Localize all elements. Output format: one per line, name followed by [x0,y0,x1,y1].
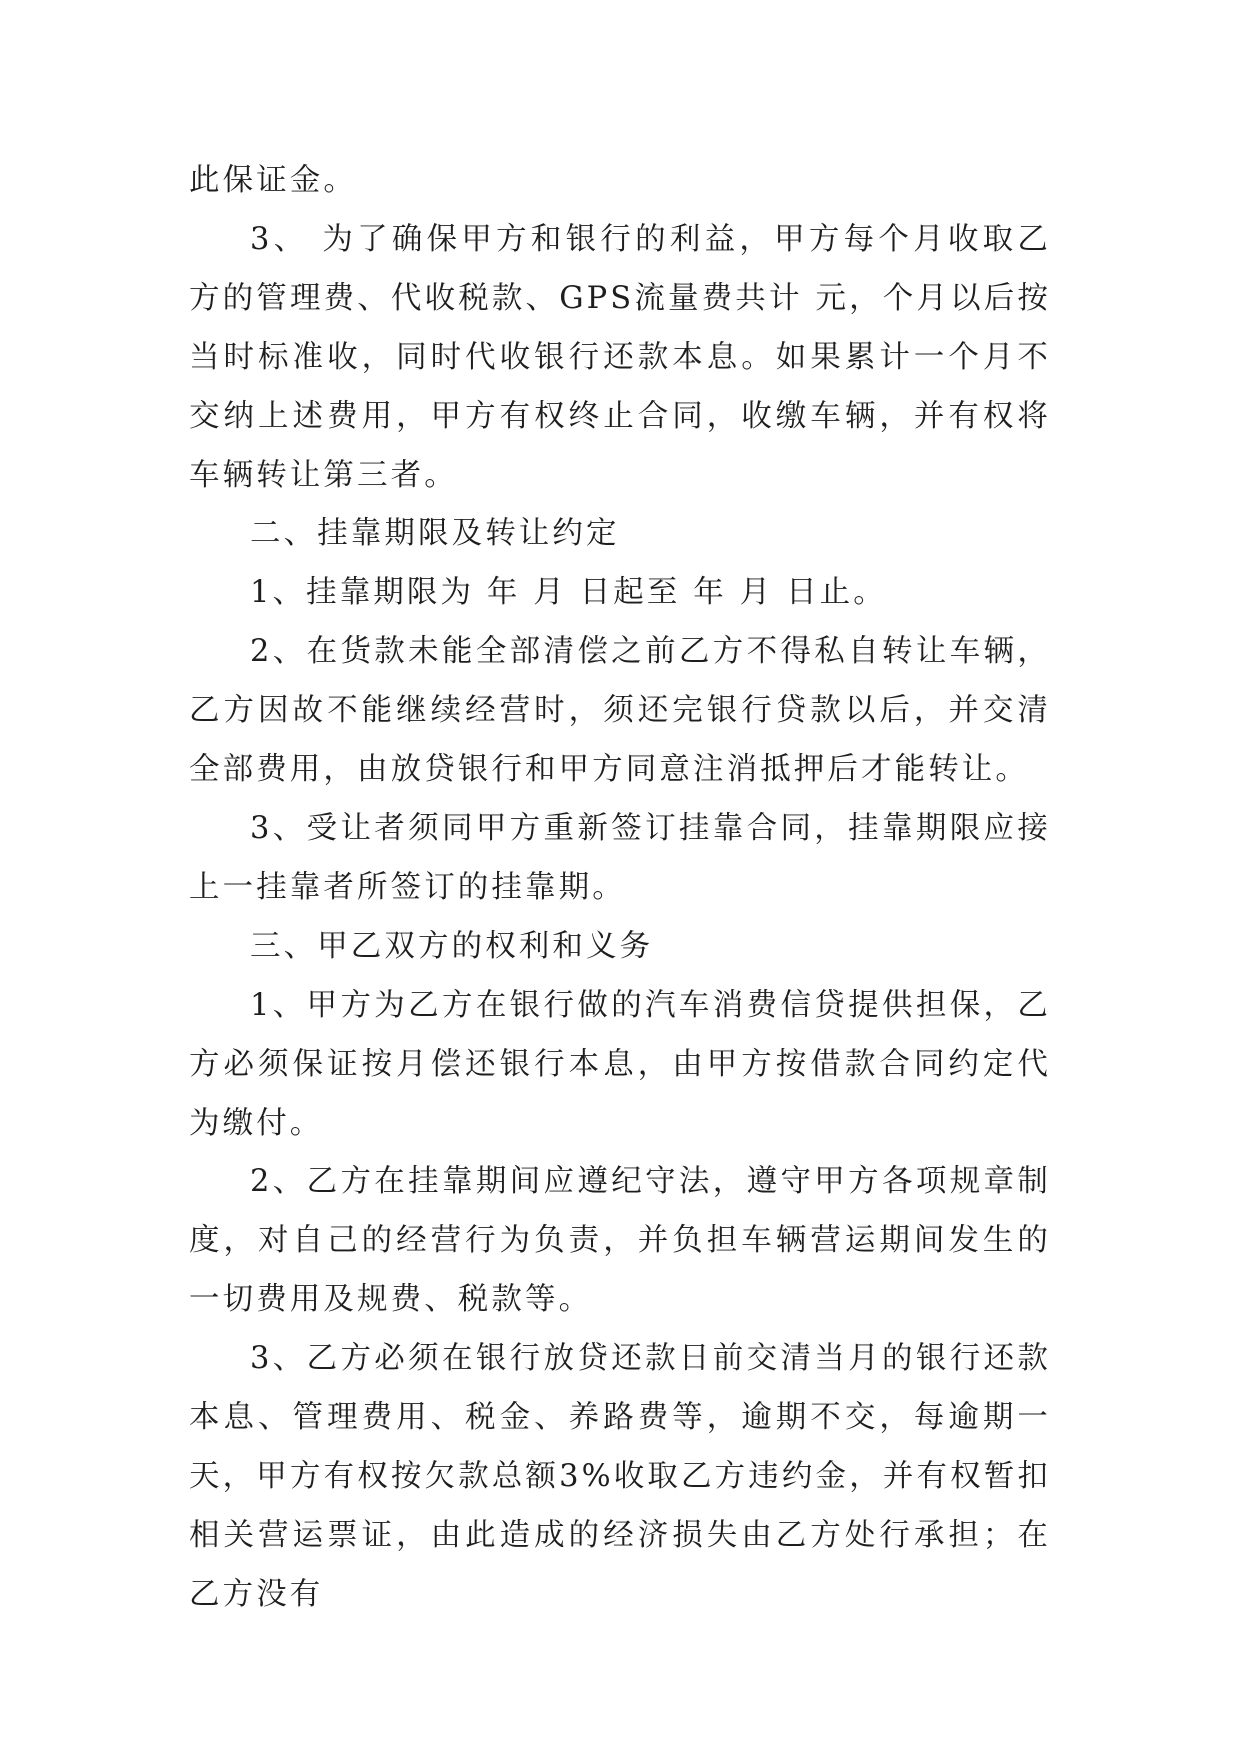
paragraph-guarantee: 1、甲方为乙方在银行做的汽车消费信贷提供担保，乙方必须保证按月偿还银行本息，由甲方按借款合同约定代为缴付。 [189,987,1051,1141]
section-heading-rights-obligations: 三、甲乙双方的权利和义务 [250,928,654,964]
paragraph-affiliation-term: 1、挂靠期限为 年 月 日起至 年 月 日止。 [250,575,887,611]
section-heading-term-transfer: 二、挂靠期限及转让约定 [250,516,620,552]
paragraph-transferee-contract: 3、受让者须同甲方重新签订挂靠合同，挂靠期限应接上一挂靠者所签订的挂靠期。 [189,810,1051,905]
document-body [189,152,1051,1625]
paragraph-compliance: 2、乙方在挂靠期间应遵纪守法，遵守甲方各项规章制度，对自己的经营行为负责，并负担车辆营运期间发生的一切费用及规费、税款等。 [189,1164,1051,1318]
paragraph-management-fee: 3、 为了确保甲方和银行的利益，甲方每个月收取乙方的管理费、代收税款、GPS流量费共计 元，个月以后按当时标准收，同时代收银行还款本息。如果累计一个月不交纳上述费用，甲方有权终止合同，收缴车辆，并有权将车辆转让第三者。 [189,221,1051,493]
paragraph-payment-deadline: 3、乙方必须在银行放贷还款日前交清当月的银行还款本息、管理费用、税金、养路费等，逾期不交，每逾期一天，甲方有权按欠款总额3%收取乙方违约金，并有权暂扣相关营运票证，由此造成的经济损失由乙方处行承担；在乙方没有 [189,1341,1051,1612]
paragraph-transfer-restriction: 2、在货款未能全部清偿之前乙方不得私自转让车辆，乙方因故不能继续经营时，须还完银行贷款以后，并交清全部费用，由放贷银行和甲方同意注消抵押后才能转让。 [189,634,1051,788]
paragraph-deposit-end: 此保证金。 [189,163,357,198]
